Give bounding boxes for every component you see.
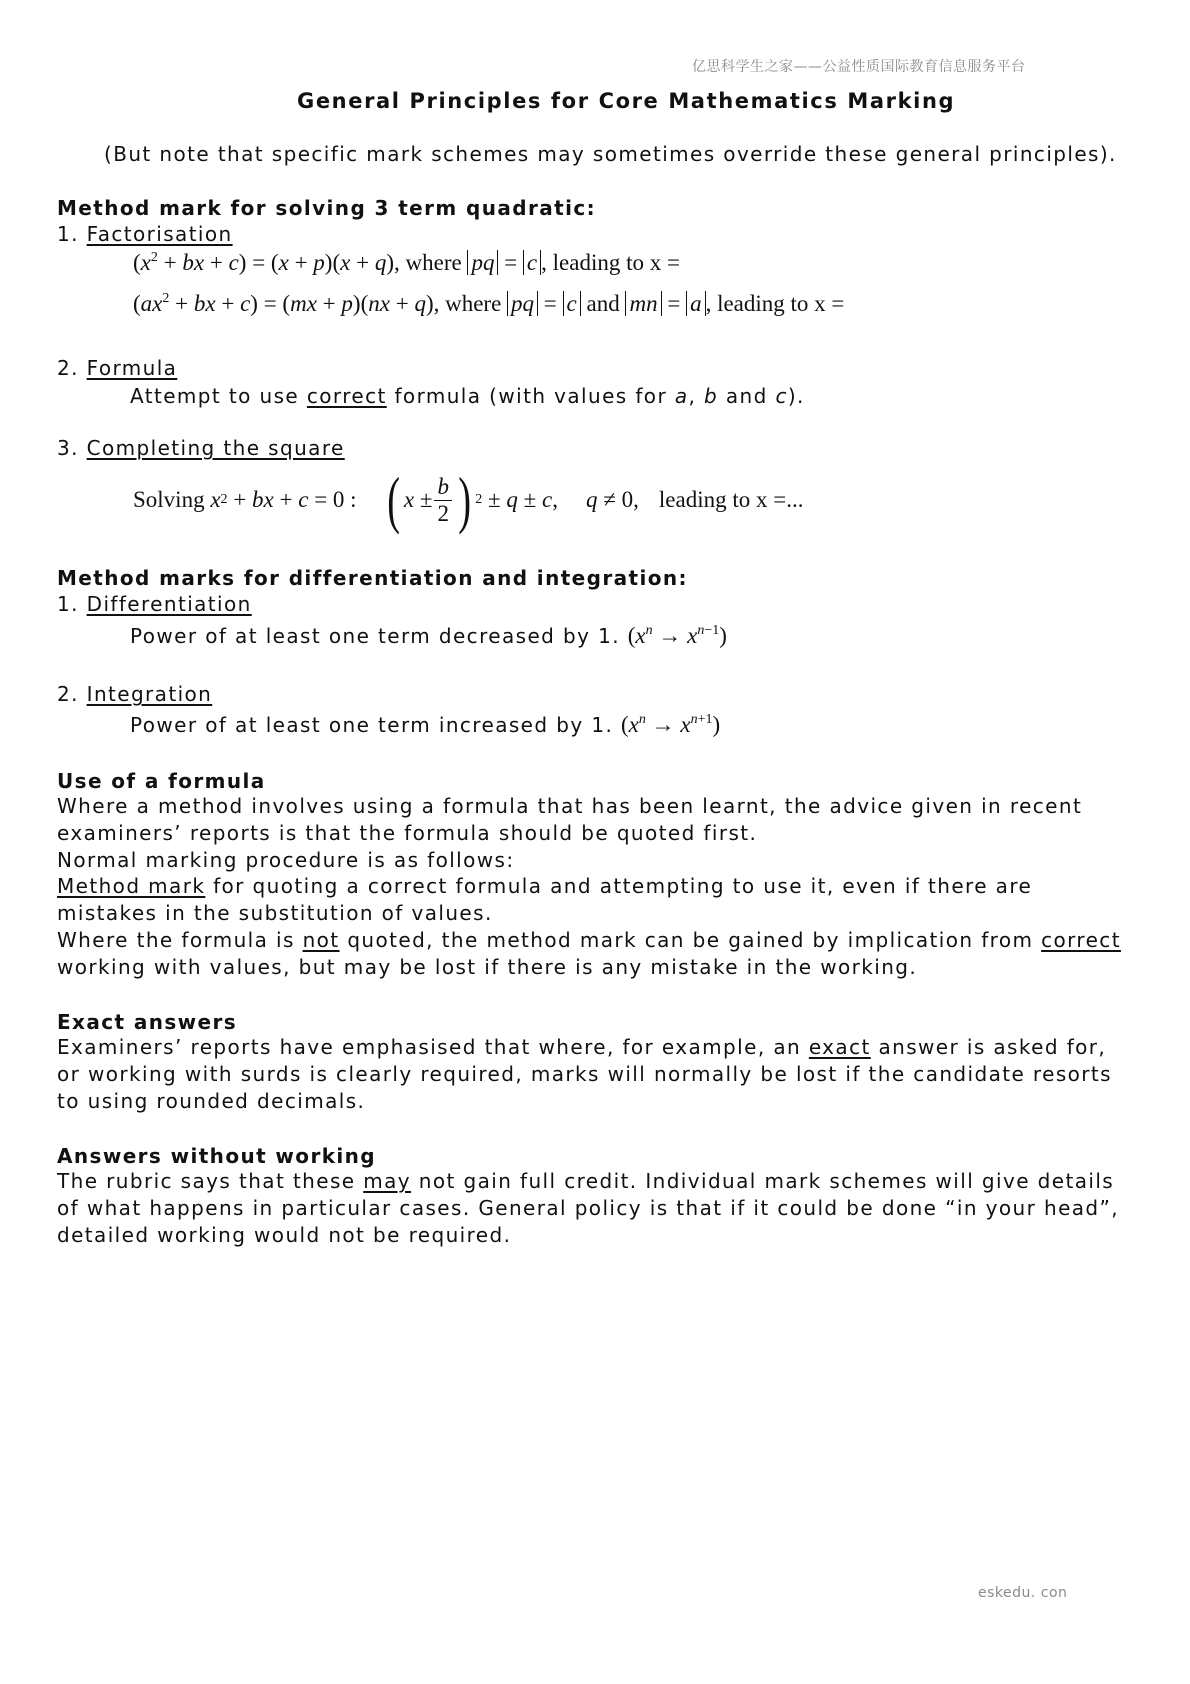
item-number: 1. (57, 222, 87, 246)
item-number: 3. (57, 436, 87, 460)
differentiation-item (57, 592, 252, 616)
formula-use-text: quoted, the method mark can be gained by implication from (339, 927, 1042, 952)
site-header-note: 亿思科学生之家——公益性质国际教育信息服务平台 (692, 59, 1026, 75)
intro-note: (But note that specific mark schemes may sometimes override these general principles). (104, 142, 1117, 166)
page-title: General Principles for Core Mathematics Marking (297, 89, 956, 113)
completing-square-item (57, 436, 345, 460)
differentiation-text: Power of at least one term decreased by 1. (130, 624, 620, 648)
item-number: 2. (57, 682, 87, 706)
factorisation-equation-1: ($x^2$ + bx + c) = (x + p)(x + q), where pq = c , leading to x = (133, 250, 680, 275)
formula-use-line (57, 873, 1137, 927)
var-c: c (775, 384, 788, 408)
item-number: 1. (57, 592, 87, 616)
formula-label: Formula (86, 356, 178, 380)
leading-to-x: , leading to x = (541, 250, 680, 275)
formula-use-text: for quoting a correct formula and attempting to use it, even if there are mistakes in the substitution of values. (57, 874, 1033, 926)
exact-word: exact (808, 1035, 871, 1059)
leading-to-x: leading to x =... (658, 487, 804, 512)
not-word: not (302, 927, 340, 952)
comma: , (688, 384, 704, 408)
where-word: where (405, 250, 462, 275)
differentiation-label: Differentiation (86, 592, 252, 616)
solving-word: Solving (133, 487, 205, 512)
exact-body (57, 1034, 1137, 1114)
calculus-heading: Method marks for differentiation and integration: (57, 566, 688, 590)
formula-item (57, 356, 177, 380)
formula-use-line: Where a method involves using a formula that has been learnt, the advice given in recent examiners’ reports is that the formula should be quoted first. (57, 794, 1083, 845)
formula-text: formula (with values for (386, 384, 675, 408)
method-mark-term: Method mark (57, 874, 206, 899)
differentiation-description: Power of at least one term decreased by 1. $(x^n \to x^{n-1})$ (130, 623, 727, 648)
site-footer-note: eskedu. con (978, 1585, 1068, 1601)
integration-text: Power of at least one term increased by 1. (130, 713, 614, 737)
formula-use-text: Where the formula is (57, 927, 303, 952)
formula-use-line: Normal marking procedure is as follows: (57, 847, 515, 872)
factorisation-equation-2: ($ax^2$ + bx + c) = (mx + p)(nx + q), where pq = c and mn = a , leading to x = (133, 291, 845, 316)
formula-end: ). (787, 384, 805, 408)
and-word: and (718, 384, 776, 408)
formula-use-heading: Use of a formula (57, 769, 266, 793)
no-working-body (57, 1168, 1137, 1248)
no-working-text: The rubric says that these (57, 1169, 364, 1193)
leading-to-x: , leading to x = (705, 291, 845, 316)
formula-use-line (57, 927, 1137, 981)
where-word: where (445, 291, 502, 316)
exact-text: answer is asked for, or working with surds is clearly required, marks will normally be lost if the candidate resorts to using rounded decimals. (57, 1035, 1112, 1113)
var-a: a (674, 384, 689, 408)
factorisation-item (57, 222, 233, 246)
completing-square-equation: Solving x 2 + bx + c = 0 : ( x ± $\frac{b}{2}$ ) 2 ± q ± c , q ≠ 0, leading to x =... (133, 464, 804, 535)
factorisation-label: Factorisation (86, 222, 233, 246)
integration-description: Power of at least one term increased by 1. $(x^n \to x^{n+1})$ (130, 712, 721, 737)
var-b: b (704, 384, 719, 408)
no-working-text: not gain full credit. Individual mark schemes will give details of what happens in particular cases. General policy is that if it could be done “in your head”, detailed working would not be required. (57, 1169, 1120, 1247)
formula-text: Attempt to use (130, 384, 307, 408)
formula-use-text: working with values, but may be lost if there is any mistake in the working. (57, 954, 918, 979)
correct-word: correct (306, 384, 387, 408)
correct-word: correct (1041, 927, 1121, 952)
exact-text: Examiners’ reports have emphasised that where, for example, an (57, 1035, 809, 1059)
item-number: 2. (57, 356, 87, 380)
completing-square-label: Completing the square (86, 436, 345, 460)
formula-description (130, 384, 805, 408)
and-word: and (586, 291, 620, 316)
exact-heading: Exact answers (57, 1010, 238, 1034)
no-working-heading: Answers without working (57, 1144, 377, 1168)
integration-label: Integration (86, 682, 213, 706)
may-word: may (363, 1169, 412, 1193)
quadratic-heading: Method mark for solving 3 term quadratic: (57, 196, 596, 220)
formula-use-body (57, 793, 1137, 981)
integration-item (57, 682, 212, 706)
